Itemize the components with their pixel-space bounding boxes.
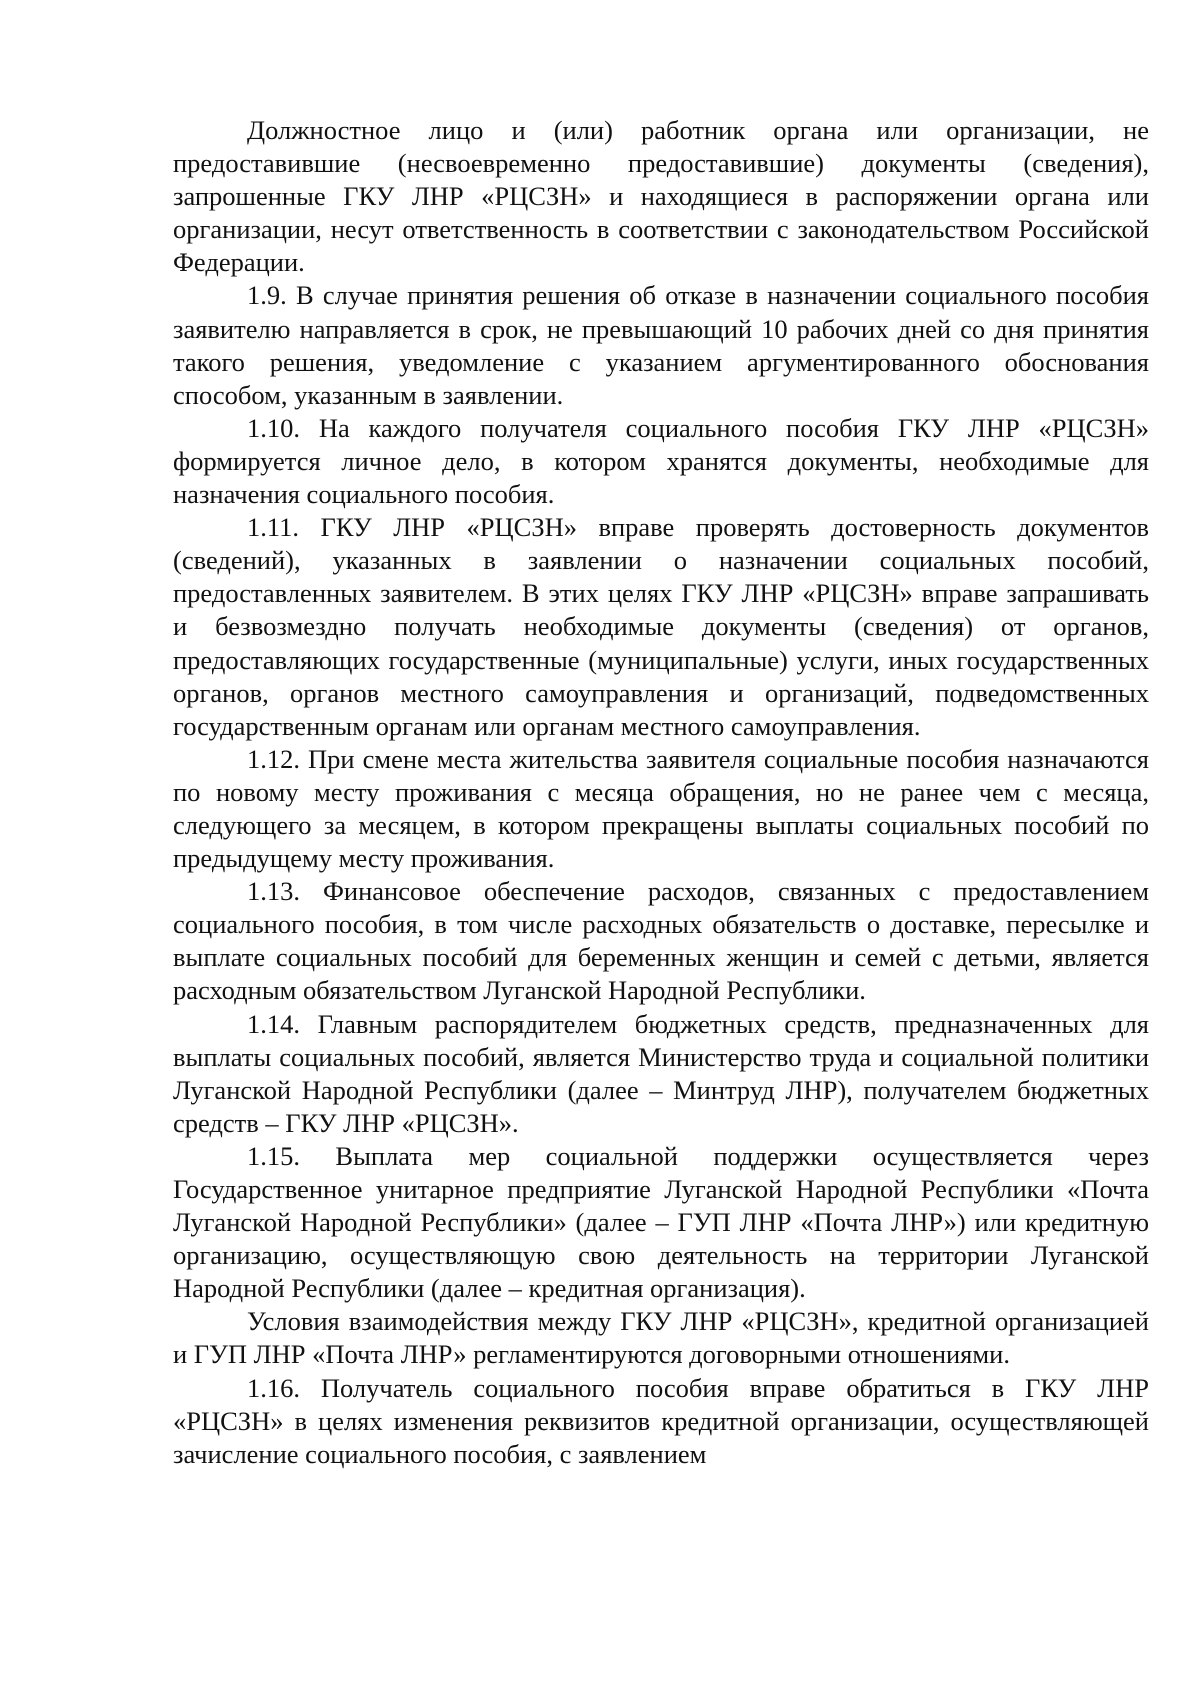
paragraph-1-12: 1.12. При смене места жительства заявителя социальные пособия назначаются по новому месту проживания с месяца обращения, но не ранее чем с месяца, следующего за месяцем, в котором прекращены выплаты социальных пособий по предыдущему месту проживания. <box>173 743 1149 874</box>
paragraph-1-9: 1.9. В случае принятия решения об отказе в назначении социального пособия заявителю направляется в срок, не превышающий 10 рабочих дней со дня принятия такого решения, уведомление с указанием аргументированного обоснования способом, указанным в заявлении. <box>173 280 1149 410</box>
paragraph-1-14: 1.14. Главным распорядителем бюджетных средств, предназначенных для выплаты социальных пособий, является Министерство труда и социальной политики Луганской Народной Республики (далее – Минтруд ЛНР), получателем бюджетных средств – ГКУ ЛНР «РЦСЗН». <box>173 1008 1149 1138</box>
paragraph-1-11: 1.11. ГКУ ЛНР «РЦСЗН» вправе проверять достоверность документов (сведений), указанных в заявлении о назначении социальных пособий, предоставленных заявителем. В этих целях ГКУ ЛНР «РЦСЗН» вправе запрашивать и безвозмездно получать необходимые документы (сведения) от органов, предоставляющих государственные (муниципальные) услуги, иных государственных органов, органов местного самоуправления и организаций, подведомственных государственным органам или органам местного самоуправления. <box>173 512 1149 741</box>
paragraph-1-13: 1.13. Финансовое обеспечение расходов, связанных с предоставлением социального пособия, в том числе расходных обязательств о доставке, пересылке и выплате социальных пособий для беременных женщин и семей с детьми, является расходным обязательством Луганской Народной Республики. <box>173 876 1149 1006</box>
paragraph-interaction-conditions: Условия взаимодействия между ГКУ ЛНР «РЦСЗН», кредитной организацией и ГУП ЛНР «Почта ЛНР» регламентируются договорными отношениями. <box>173 1306 1149 1370</box>
paragraph-liability: Должностное лицо и (или) работник органа или организации, не предоставившие (несвоевременно предоставившие) документы (сведения), запрошенные ГКУ ЛНР «РЦСЗН» и находящиеся в распоряжении органа или организации, несут ответственность в соответствии с законодательством Российской Федерации. <box>173 115 1149 278</box>
paragraph-1-15: 1.15. Выплата мер социальной поддержки осуществляется через Государственное унитарное предприятие Луганской Народной Республики «Почта Луганской Народной Республики» (далее – ГУП ЛНР «Почта ЛНР») или кредитную организацию, осуществляющую свою деятельность на территории Луганской Народной Республики (далее – кредитная организация). <box>173 1140 1149 1304</box>
paragraph-1-16: 1.16. Получатель социального пособия вправе обратиться в ГКУ ЛНР «РЦСЗН» в целях изменения реквизитов кредитной организации, осуществляющей зачисление социального пособия, с заявлением <box>173 1372 1149 1469</box>
document-body <box>173 114 1149 1471</box>
paragraph-1-10: 1.10. На каждого получателя социального пособия ГКУ ЛНР «РЦСЗН» формируется личное дело, в котором хранятся документы, необходимые для назначения социального пособия. <box>173 412 1149 510</box>
